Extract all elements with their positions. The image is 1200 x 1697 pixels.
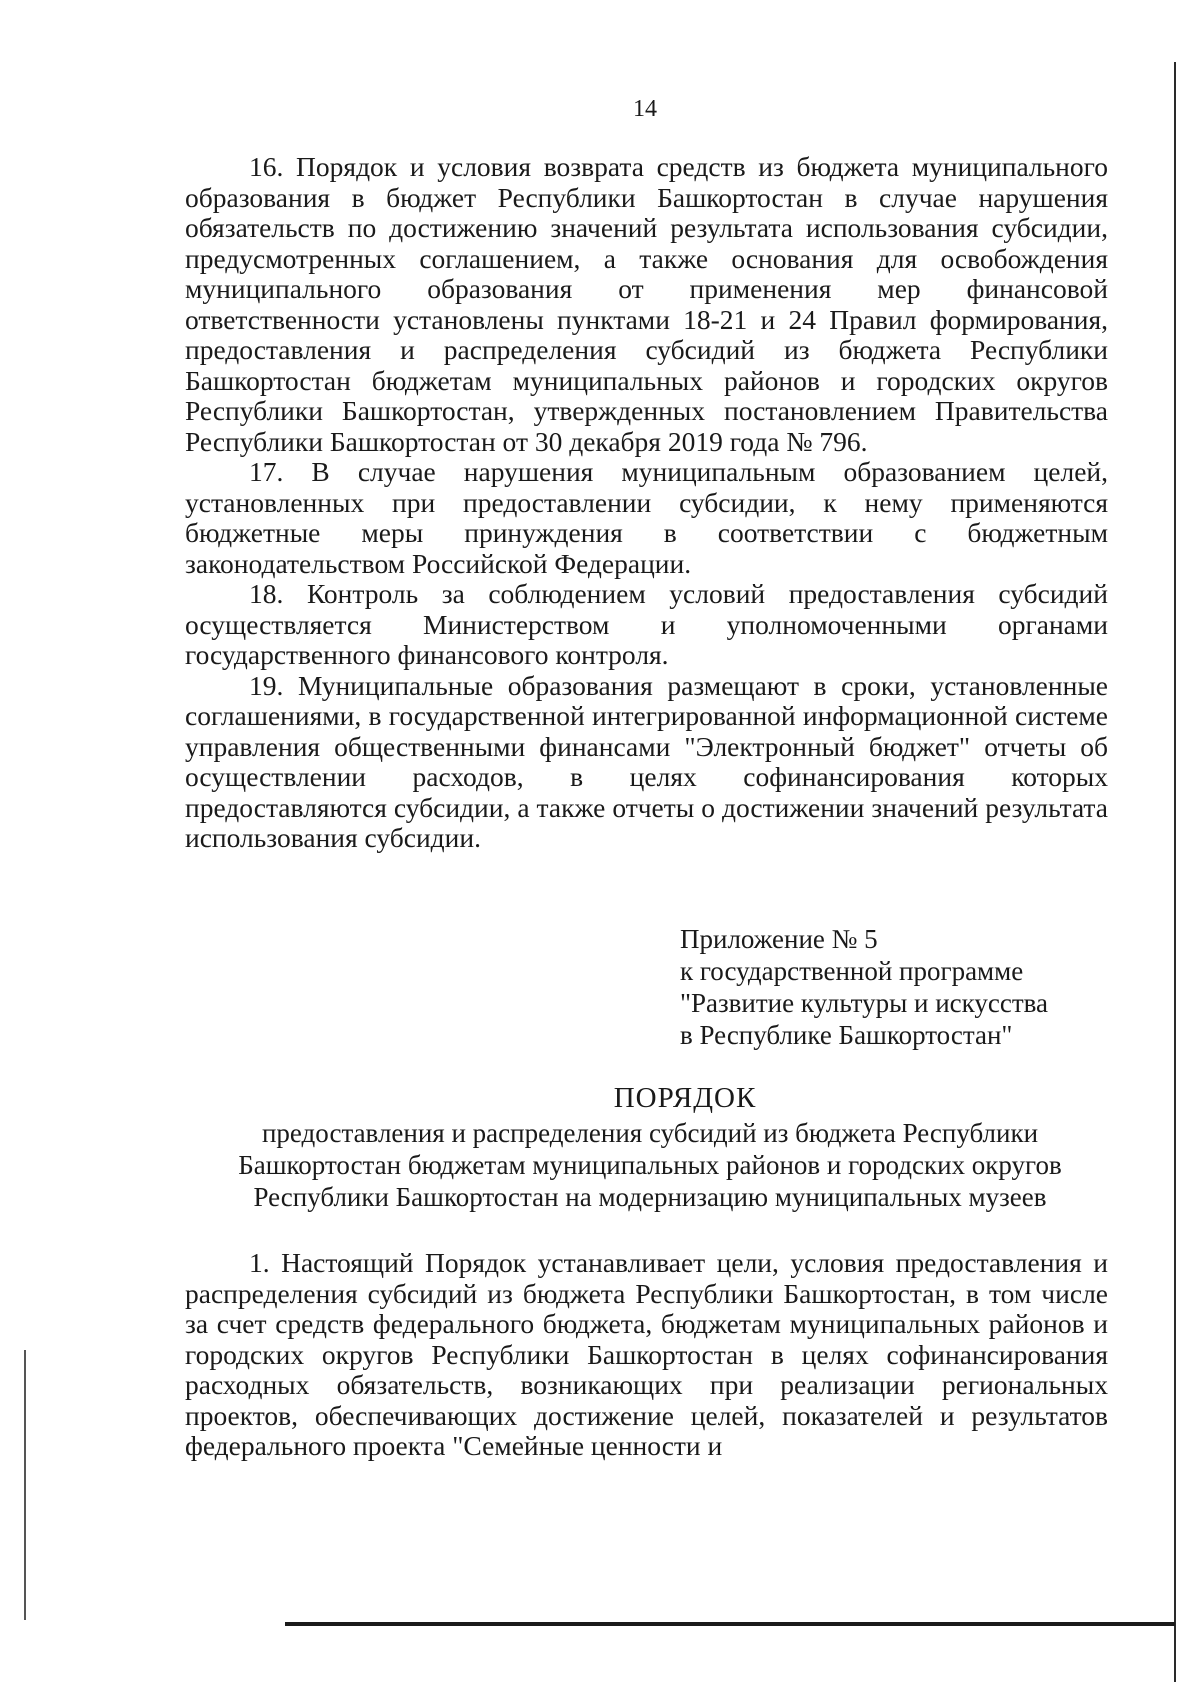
section-top xyxy=(185,152,1108,854)
subtitle-line-3: Республики Башкортостан на модернизацию муниципальных музеев xyxy=(253,1182,1047,1212)
section-bottom xyxy=(185,1248,1108,1462)
appendix-line-2: к государственной программе xyxy=(680,956,1024,986)
subtitle-line-2: Башкортостан бюджетам муниципальных районов и городских округов xyxy=(238,1150,1062,1180)
paragraph-1: 1. Настоящий Порядок устанавливает цели, условия предоставления и распределения субсидий из бюджета Республики Башкортостан, в том числе за счет средств федерального бюджета, бюджетам муниципальных районов и городских округов Республики Башкортостан в целях софинансирования расходных обязательств, возникающих при реализации региональных проектов, обеспечивающих достижение целей, показателей и результатов федерального проекта "Семейные ценности и xyxy=(185,1247,1108,1461)
document-subtitle xyxy=(190,1117,1110,1213)
scan-edge-line-left xyxy=(24,1350,26,1620)
subtitle-line-1: предоставления и распределения субсидий из бюджета Республики xyxy=(261,1118,1039,1148)
document-title: ПОРЯДОК xyxy=(613,1082,757,1114)
paragraph-17: 17. В случае нарушения муниципальным образованием целей, установленных при предоставлении субсидии, к нему применяются бюджетные меры принуждения в соответствии с бюджетным законодательством Российской Федерации. xyxy=(185,456,1108,579)
paragraph-18: 18. Контроль за соблюдением условий предоставления субсидий осуществляется Министерством и уполномоченными органами государственного финансового контроля. xyxy=(185,578,1108,670)
scan-edge-line-bottom xyxy=(285,1622,1175,1626)
appendix-line-4: в Республике Башкортостан" xyxy=(680,1020,1013,1050)
paragraph-19: 19. Муниципальные образования размещают в сроки, установленные соглашениями, в государственной интегрированной информационной системе управления общественными финансами "Электронный бюджет" отчеты об осуществлении расходов, в целях софинансирования которых предоставляются субсидии, а также отчеты о достижении значений результата использования субсидии. xyxy=(185,669,1108,853)
paragraph-16: 16. Порядок и условия возврата средств из бюджета муниципального образования в бюджет Республики Башкортостан в случае нарушения обязательств по достижению значений результата использования субсидии, предусмотренных соглашением, а также основания для освобождения муниципального образования от применения мер финансовой ответственности установлены пунктами 18-21 и 24 Правил формирования, предоставления и распределения субсидий из бюджета Республики Башкортостан бюджетам муниципальных районов и городских округов Республики Башкортостан, утвержденных постановлением Правительства Республики Башкортостан от 30 декабря 2019 года № 796. xyxy=(185,151,1108,457)
scan-edge-line-right xyxy=(1174,62,1176,1682)
appendix-line-3: "Развитие культуры и искусства xyxy=(680,988,1049,1018)
appendix-line-1: Приложение № 5 xyxy=(680,924,878,954)
appendix-block xyxy=(680,923,1110,1051)
page-number: 14 xyxy=(633,96,657,122)
